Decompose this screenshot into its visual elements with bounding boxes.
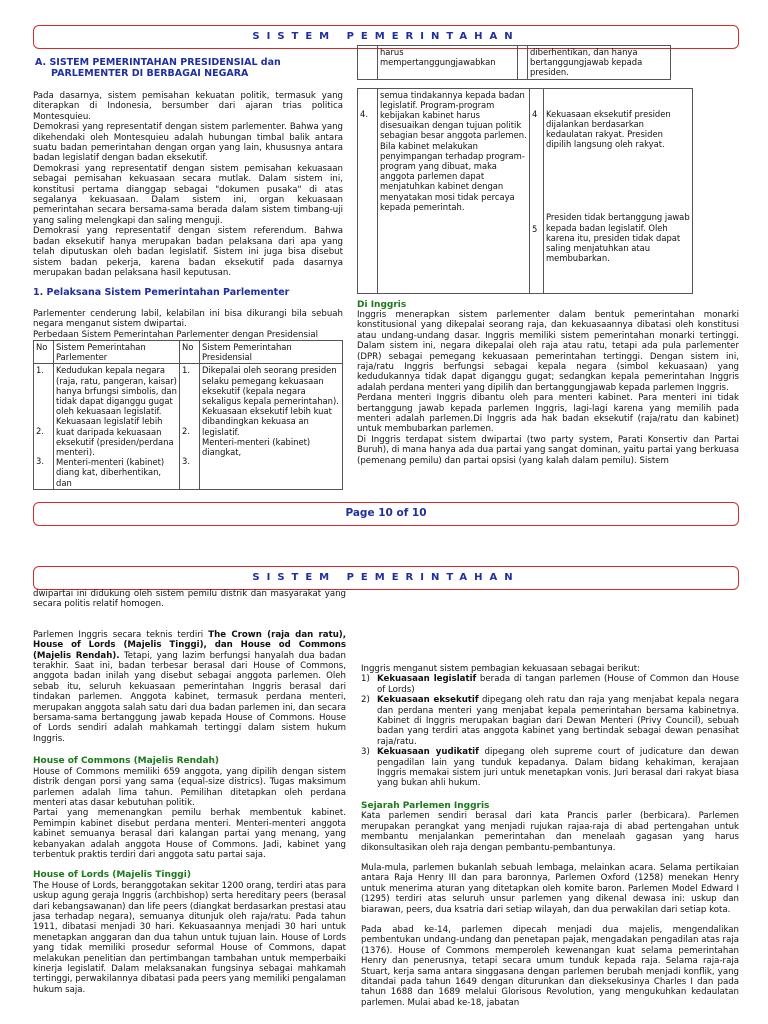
section-a-title-line1: A. SISTEM PEMERINTAHAN PRESIDENSIAL dan <box>35 57 281 68</box>
list-number: 1) <box>361 674 370 685</box>
lords-paragraph: The House of Lords, beranggotakan sekitar 1200 orang, terdiri atas para uskup agung geraja Inggris (archbishop) serta hereditary peers (berasal dari kebangsawanan) dan life peers (diangkat berdasarkan prestasi atau jasa terhadap negara), semuanya ditunjuk oleh raja/ratu. Pada tahun 1911, dibatasi menjadi 30 hari. Kekuasaannya menjadi 30 hari untuk menetapkan anggaran dan dua tahun untuk tujuan lain. House of Lords yang tidak memiliki prosedur seformal House of Commons, dapat melakukan penelitian dan pertimbangan tambahan untuk memperbaiki kinerja legislatif. Dalam melaksanakan fungsinya sebagai mahkamah tertinggi, perwakilannya dibatasi pada peers yang memiliki pengalaman hukum saja. <box>33 880 346 995</box>
list-item-bold: Kekuasaan eksekutif <box>377 695 479 706</box>
crown-paragraph-rest: Tetapi, yang lazim berfungsi hanyalah dua badan terakhir. Saat ini, badan terbesar berasal dari House of Commons, anggota badan inilah yang disebut sebagai anggota parlemen. Oleh sebab itu, seluruh kekuasaan pemerintahan Inggris berasal dari tindakan parlemen. Anggota kabinet, termasuk perdana menteri, merupakan anggota salah satu dari dua badan parlemen ini, dan secara bersama-sama bertanggung jawab kepada House of Commons. House of Lords sendiri adalah mahkamah tertinggi dalam sistem hukum Inggris. <box>33 650 346 744</box>
di-inggris-text <box>357 310 739 466</box>
sejarah-paragraph: Pada abad ke-14, parlemen dipecah menjadi dua majelis, mengendalikan pembentukan undang-undang dan penetapan pajak, mengadakan pengadilan atas raja (1376). House of Commons memperoleh kewenangan kuat selama pemerintahan Henry dan penerusnya, tetapi secara umum tunduk kepada raja. Selama raja-raja Stuart, kerja sama antara singgasana dengan parlemen berubah menjadi konflik, yang ditandai pada tahun 1649 dengan diturunkan dan dieksekusinya Charles I dan pada tahun 1688 dan 1689 melalui Glorisous Revolution, yang mengukuhkan kedaulatan parlemen. Mulai abad ke-18, jabatan <box>361 924 739 1008</box>
table-cell <box>34 364 54 489</box>
list-item-text: dipegang oleh ratu dan raja yang menjabat kepala negara dan perdana menteri yang menjabat kepala pemerintahan bersama kabinetnya. Kabinet di Inggris merupakan bagian dari Dewan Menteri (Privy Council), sebuah badan yang terdiri atas anggota kabinet yang bertindak sebagai dewan penasihat raja/ratu. <box>377 695 739 747</box>
di-inggris-paragraph: Inggris menerapkan sistem parlementer dalam bentuk pemerintahan monarki konstitusional yang dikepalai seorang raja, dan kekuasaannya dibatasi oleh konstitusi atau undang-undang dasar. Inggris memiliki sistem pemerintahan monarki tertinggi. Dalam sistem ini, negara dikepalai oleh raja atau ratu, tetapi ada pula parlementer (DPR) sebagai pemegang kekuasaan pemerintahan tertinggi. Dengan sistem ini, raja/ratu Inggris berfungsi sebagai kepala negara (simbol kekuasaan) yang kedudukannya tidak dapat diganggu gugat; sedangkan kepala pemerintahan Inggris adalah perdana menteri yang dipilih dan bertanggungjawab kepada parlemen Inggris. <box>357 310 739 393</box>
table-header-row <box>34 340 343 363</box>
commons-text <box>33 767 346 861</box>
list-item-bold: Kekuasaan legislatif <box>377 674 477 685</box>
table-cell <box>180 364 200 489</box>
table-cell: diberhentikan, dan hanya bertanggungjawab kepada presiden. <box>528 46 671 80</box>
intro-text <box>33 91 343 278</box>
table-cell <box>358 46 378 80</box>
parlementer-item: Menteri-menteri (kabinet) diang kat, diberhentikan, dan <box>56 457 165 488</box>
pembagian-list <box>361 674 739 788</box>
parlementer-item: Kedudukan kepala negara (raja, ratu, pangeran, kaisar) hanya brfungsi simbolis, dan tidak dapat diganggu gugat oleh kekuasaan legislatif. <box>56 365 177 417</box>
table-header-cell: Sistem Pemerintahan Parlementer <box>54 340 180 363</box>
presidensial-item: Menteri-menteri (kabinet) diangkat, <box>202 436 311 457</box>
table-cell <box>530 88 544 293</box>
right-column-page1 <box>357 45 739 466</box>
row-number: 5 <box>532 223 538 234</box>
row-number: 2. <box>36 425 44 436</box>
parlementer-item: Kekuasaan legislatif lebih kuat daripada kekuasaan eksekutif (presiden/perdana menteri). <box>56 416 174 457</box>
right-column-page2 <box>361 664 739 1024</box>
sejarah-paragraph: Kata parlemen sendiri berasal dari kata Prancis parler (berbicara). Parlemen merupakan perangkat yang menjadi rujukan rajaa-raja di abad pertengahan untuk membantu menjalankan pemerintahan dan menelaah gagasan yang harus dikonsultasikan oleh raja dengan pembantu-pembantunya. <box>361 811 739 853</box>
row-number: 1. <box>182 365 190 376</box>
list-item-bold: Kekuasaan yudikatif <box>377 747 479 758</box>
table-cell <box>544 88 693 293</box>
row-number: 3. <box>182 455 190 466</box>
row-number: 4. <box>358 88 378 293</box>
row-number: 2. <box>182 425 190 436</box>
crown-paragraph-bold: The Crown (raja dan ratu), House of Lords (Majelis Tinggi), dan House od Commons (Majelis Rendah). <box>33 629 346 661</box>
left-column-page1 <box>33 57 343 490</box>
presidensial-item: Presiden tidak bertanggung jawab kepada badan legislatif. Oleh karena itu, presiden tidak dapat saling menjatuhkan atau membubarkan. <box>546 212 690 264</box>
presidensial-item: Kekuasaan eksekutif lebih kuat dibandingkan kekuasa an legislatif. <box>202 406 332 437</box>
table-cell: harus mempertanggungjawabkan <box>378 46 518 80</box>
table-cell <box>518 46 528 80</box>
subsection1-title: 1. Pelaksana Sistem Pemerintahan Parlementer <box>33 287 290 299</box>
list-item <box>361 695 739 747</box>
parlementer-item: semua tindakannya kepada badan legislatif. Program-program kebijakan kabinet harus disesuaikan dengan tujuan politik sebagian besar anggota parlemen. Bila kabinet melakukan penyimpangan terhadap program-program yang dibuat, maka anggota parlemen dapat menjatuhkan kabinet dengan menyatakan mosi tidak percaya kepada pemerintah. <box>378 88 530 293</box>
presidensial-item: Kekuasaan eksekutif presiden dijalankan berdasarkan kedaulatan rakyat. Presiden dipilih langsung oleh rakyat. <box>546 108 671 150</box>
page-header-1: SISTEM PEMERINTAHAN <box>33 25 739 49</box>
intro-paragraph: Demokrasi yang representatif dengan sistem parlementer. Bahwa yang dikehendaki oleh Montesquieu adalah hubungan timbal balik antara suatu badan pemerintahan dengan organ yang lain, khususnya antara badan legislatif dengan badan eksekutif. <box>33 122 343 164</box>
table-header-cell: Sistem Pemerintahan Presidensial <box>200 340 343 363</box>
lords-title: House of Lords (Majelis Tinggi) <box>33 870 191 881</box>
table-row <box>358 88 693 293</box>
subsection1-text: Parlementer cenderung labil, kelabilan ini bisa dikurangi bila sebuah negara menganut sistem dwipartai. <box>33 308 343 330</box>
intro-paragraph: Pada dasarnya, sistem pemisahan kekuatan politik, termasuk yang diterapkan di Indonesia, bersumber dari ajaran trias politica Montesquieu. <box>33 91 343 122</box>
table-continuation-top <box>357 45 671 80</box>
crown-paragraph <box>33 630 346 744</box>
table-cell <box>200 364 343 489</box>
list-item <box>361 747 739 789</box>
sejarah-text <box>361 811 739 1008</box>
intro-paragraph: Demokrasi yang representatif dengan sistem pemisahan kekuasaan sebagai pemisahan kekuasaan secara mutlak. Dalam sistem ini, konstitusi pertama dianggap sebagai "dokumen pusaka" di atas segalanya kekuasaan. Dalam sistem ini, organ kekuasaan pemerintahan secara bersama-sama berada dalam sistem timbang-uji yang saling melengkapi dan saling menguji. <box>33 163 343 226</box>
list-item <box>361 674 739 695</box>
table-continuation-main <box>357 88 693 294</box>
di-inggris-title: Di Inggris <box>357 299 407 310</box>
comparison-table <box>33 340 343 490</box>
list-number: 2) <box>361 695 370 706</box>
list-number: 3) <box>361 747 370 758</box>
table-header-cell: No <box>180 340 200 363</box>
commons-paragraph: Partai yang memenangkan pemilu berhak membentuk kabinet. Pemimpin kabinet disebut perdana menteri. Menteri-menteri anggota kabinet semuanya berasal dari kalangan partai yang menang, yang kebanyakan adalah anggota House of Commons. Jadi, kabinet yang terbentuk praktis terdiri dari anggota satu partai saja. <box>33 808 346 860</box>
presidensial-item: Dikepalai oleh seorang presiden selaku pemegang kekuasaan eksekutif (kepala negara sekaligus kepala pemerintahan). <box>202 365 339 406</box>
pembagian-intro: Inggris menganut sistem pembagian kekuasaan sebagai berikut: <box>361 664 641 674</box>
row-number: 3. <box>36 455 44 466</box>
table-cell <box>54 364 180 489</box>
row-number: 1. <box>36 365 44 376</box>
table-caption: Perbedaan Sistem Pemerintahan Parlementer dengan Presidensial <box>33 329 319 340</box>
table-row <box>358 46 671 80</box>
continuation-text: dwipartai ini didukung oleh sistem pemilu distrik dan masyarakat yang secara politis relatif homogen. <box>33 589 346 610</box>
table-header-cell: No <box>34 340 54 363</box>
section-a-title-line2: PARLEMENTER DI BERBAGAI NEGARA <box>51 68 249 79</box>
section-a-title <box>33 57 343 79</box>
left-column-page2 <box>33 589 346 995</box>
page-footer: Page 10 of 10 <box>33 502 739 526</box>
list-item-text: dipegang oleh supreme court of judicature dan dewan pengadilan lain yang tunduk kepadanya. Dalam bidang kehakiman, kerajaan Inggris memakai sistem juri untuk menetapkan vonis. Juri berasal dari rakyat biasa yang bukan ahli hukum. <box>377 747 739 789</box>
di-inggris-paragraph: Perdana menteri Inggris dibantu oleh para menteri kabinet. Para menteri ini tidak bertanggung jawab kepada parlemen Inggris, lagi-lagi karena yang memilih pada menteri adalah parlemen.Di Inggris ada hak badan eksekutif (raja/ratu dan kabinet) untuk membubarkan parlemen. <box>357 393 739 435</box>
sejarah-paragraph: Mula-mula, parlemen bukanlah sebuah lembaga, melainkan acara. Selama pertikaian antara Raja Henry III dan para baronnya, Parlemen Oxford (1258) menekan Henry untuk menerima aturan yang ditetapkan oleh komite baron. Parlemen Model Edward I (1295) terdiri atas seluruh unsur parlemen yang dikenal dewasa ini: uskup dan biarawan, peers, dua ksatria dari setiap wilayah, dan dua perwakilan dari setiap kota. <box>361 862 739 915</box>
page-header-2: SISTEM PEMERINTAHAN <box>33 566 739 590</box>
commons-paragraph: House of Commons memiliki 659 anggota, yang dipilih dengan sistem distrik dengan porsi yang sama (equal-size districs). Tugas maksimum parlemen adalah lima tahun. Pemilihan ditetapkan oleh perdana menteri atas dasar kebutuhan politik. <box>33 766 346 808</box>
list-item-text: berada di tangan parlemen (House of Common dan House of Lords) <box>377 674 739 695</box>
table-row <box>34 364 343 489</box>
row-number: 4 <box>532 108 538 119</box>
sejarah-title: Sejarah Parlemen Inggris <box>361 800 490 811</box>
intro-paragraph: Demokrasi yang representatif dengan sistem referendum. Bahwa badan eksekutif hanya merupakan badan pelaksana dari apa yang telah diputuskan oleh badan legislatif. Sistem ini juga bisa disebut sistem badan pekerja, karena badan eksekutif pada dasarnya merupakan badan pelaksana hasil keputusan. <box>33 226 343 278</box>
di-inggris-paragraph: Di Inggris terdapat sistem dwipartai (two party system, Parati Konsertiv dan Partai Buruh), di mana hanya ada dua partai yang sangat dominan, yaitu partai yang berkuasa (pemenang pemilu) dan partai opsisi (yang kalah dalam pemilu). Sistem <box>357 434 739 466</box>
commons-title: House of Commons (Majelis Rendah) <box>33 756 220 767</box>
crown-paragraph-start: Parlemen Inggris secara teknis terdiri <box>33 629 209 640</box>
